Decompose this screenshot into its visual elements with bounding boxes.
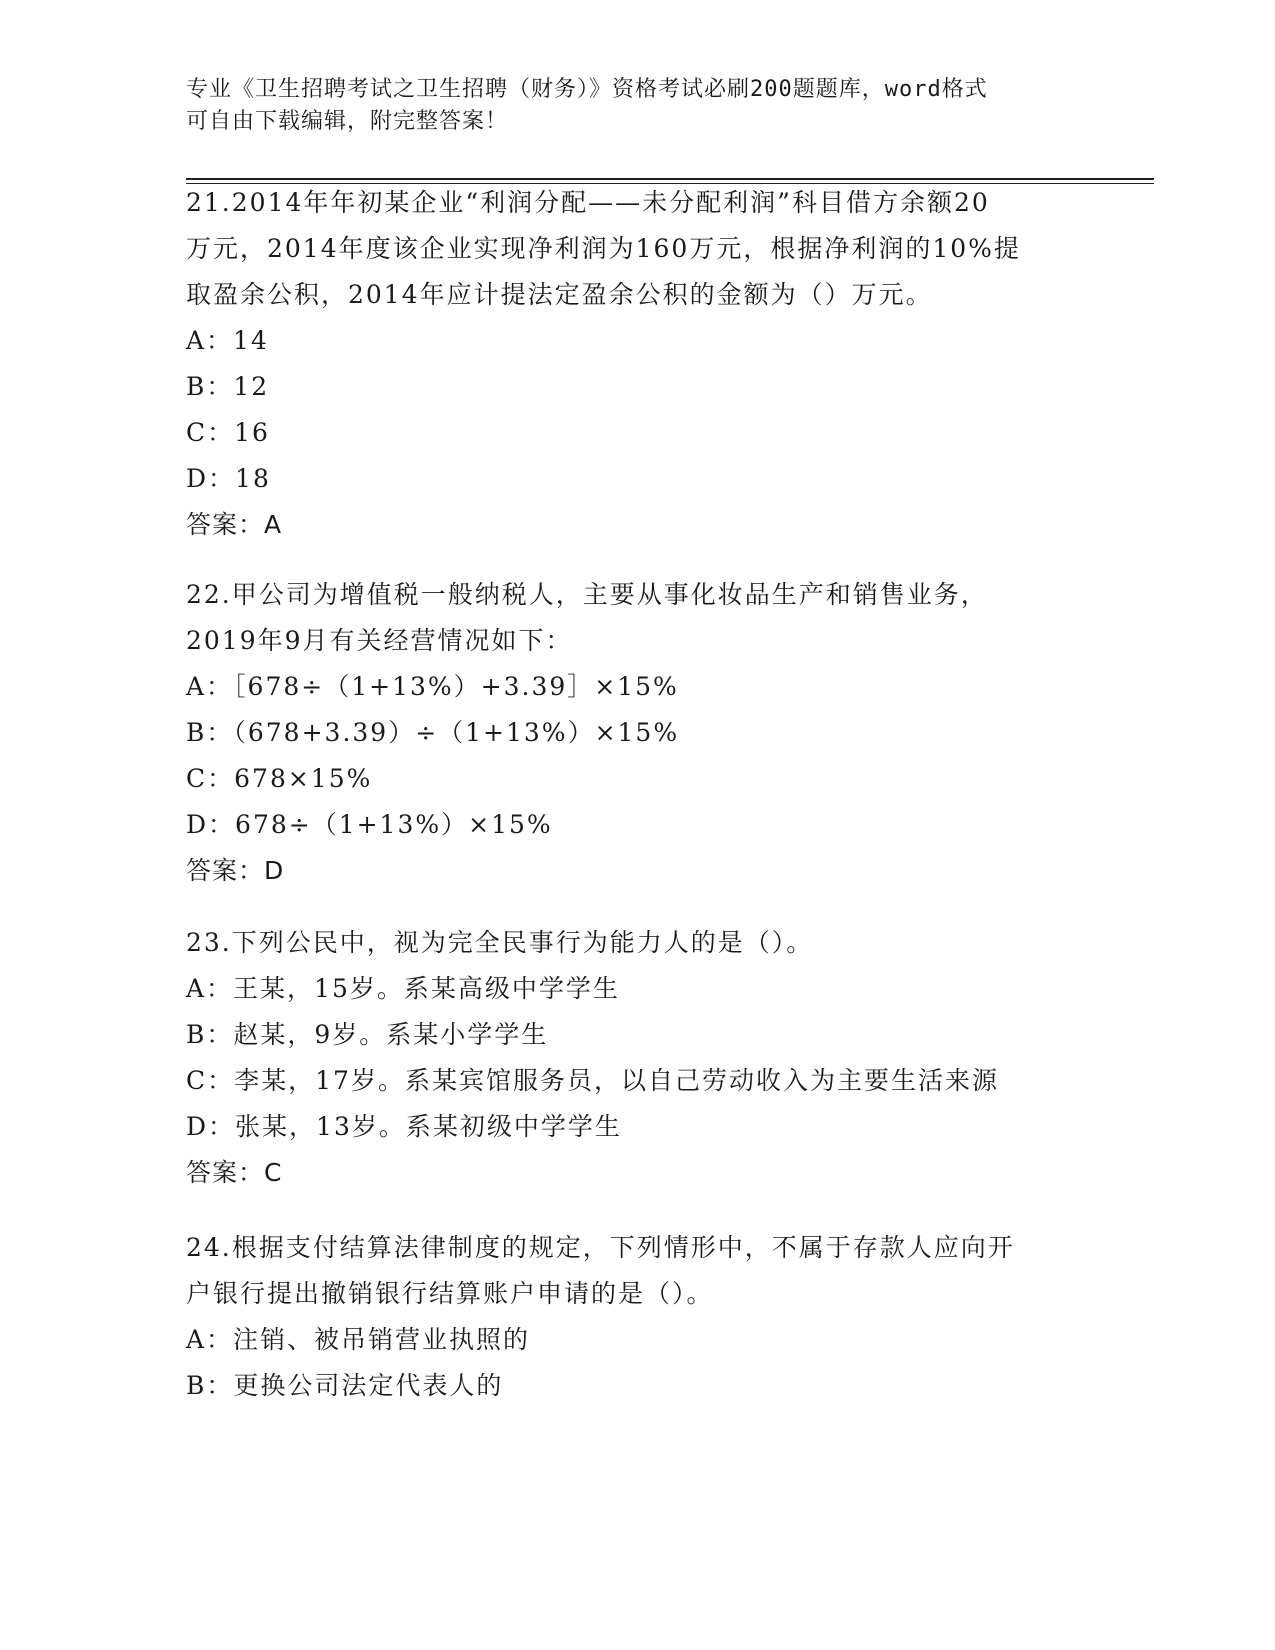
option-a: A：14 (186, 326, 269, 355)
question-24 (186, 1225, 1086, 1409)
question-stem-line: 24.根据支付结算法律制度的规定，下列情形中，不属于存款人应向开 (186, 1233, 1015, 1262)
option-d: D：678÷（1+13%）×15% (186, 810, 553, 839)
question-stem-line: 23.下列公民中，视为完全民事行为能力人的是（）。 (186, 928, 814, 957)
question-stem-line: 万元，2014年度该企业实现净利润为160万元，根据净利润的10%提 (186, 234, 1021, 263)
document-header (186, 74, 1086, 138)
answer-label: 答案：A (186, 510, 283, 539)
option-a: A：王某，15岁。系某高级中学学生 (186, 974, 620, 1003)
question-23 (186, 920, 1086, 1196)
option-b: B：更换公司法定代表人的 (186, 1371, 504, 1400)
question-21 (186, 180, 1086, 548)
question-22 (186, 572, 1086, 894)
question-stem-line: 户银行提出撤销银行结算账户申请的是（）。 (186, 1279, 714, 1308)
question-stem-line: 2019年9月有关经营情况如下： (186, 626, 573, 655)
header-line-1: 专业《卫生招聘考试之卫生招聘（财务）》资格考试必刷200题题库，word格式 (186, 77, 988, 102)
option-c: C：李某，17岁。系某宾馆服务员，以自己劳动收入为主要生活来源 (186, 1066, 999, 1095)
option-b: B：（678+3.39）÷（1+13%）×15% (186, 718, 680, 747)
question-stem-line: 取盈余公积，2014年应计提法定盈余公积的金额为（）万元。 (186, 280, 933, 309)
option-b: B：12 (186, 372, 270, 401)
question-stem-line: 22.甲公司为增值税一般纳税人，主要从事化妆品生产和销售业务， (186, 580, 988, 609)
option-d: D：张某，13岁。系某初级中学学生 (186, 1112, 622, 1141)
option-c: C：16 (186, 418, 270, 447)
option-d: D：18 (186, 464, 271, 493)
question-stem-line: 21.2014年年初某企业“利润分配——未分配利润”科目借方余额20 (186, 188, 990, 217)
answer-label: 答案：C (186, 1158, 283, 1187)
option-a: A：［678÷（1+13%）+3.39］×15% (186, 672, 679, 701)
option-c: C：678×15% (186, 764, 373, 793)
option-b: B：赵某，9岁。系某小学学生 (186, 1020, 549, 1049)
header-line-2: 可自由下载编辑，附完整答案！ (186, 109, 509, 134)
answer-label: 答案：D (186, 856, 285, 885)
option-a: A：注销、被吊销营业执照的 (186, 1325, 531, 1354)
